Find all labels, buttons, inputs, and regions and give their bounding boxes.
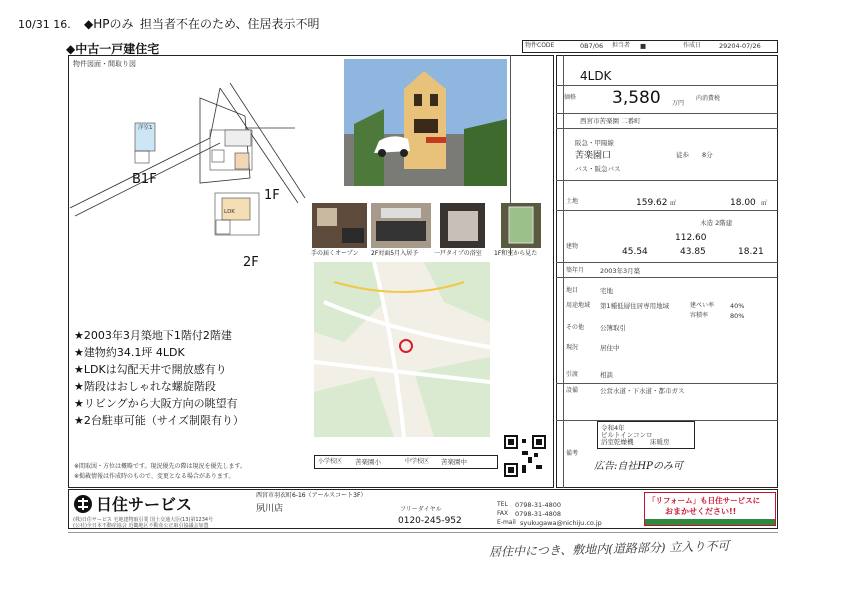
land-note-unit: ㎡ <box>761 200 768 207</box>
bldg-1f: 43.85 <box>680 247 706 257</box>
row-label: 建ぺい率 <box>690 302 715 309</box>
price-label: 価格 <box>564 94 577 101</box>
plan-ldk-label: LDK <box>224 209 235 215</box>
interior-photo-2 <box>371 203 431 248</box>
tax-label: 内消費税 <box>696 95 721 102</box>
company-address: 西宮市羽衣町6-16（アールスコート3F） <box>256 492 367 499</box>
equip-item: ビルトインコンロ <box>601 431 653 439</box>
row-label: その他 <box>566 324 585 331</box>
tel-number: 0798-31-4800 <box>515 501 562 509</box>
note-line: ※間取図・方位は概略です。現況優先の際は現況を優先します。 <box>74 463 247 470</box>
page-title: ◆中古一戸建住宅 <box>66 42 160 56</box>
bldg-2f: 18.21 <box>738 247 764 257</box>
row-label: 現況 <box>566 344 579 351</box>
bldg-b1: 45.54 <box>622 247 648 257</box>
tel-label: TEL <box>497 501 508 508</box>
company-name: 日住サービス <box>96 495 193 514</box>
row-value: 宅地 <box>600 287 613 295</box>
staff-label: 担当者 <box>612 42 631 49</box>
free-dial-label: フリーダイヤル <box>400 506 442 513</box>
land-area-unit: ㎡ <box>670 200 677 207</box>
transport-station: 苦楽園口 <box>575 151 612 161</box>
transport-line: 阪急・甲陽線 <box>575 139 614 147</box>
plan-room1-label: 洋室1 <box>138 125 153 131</box>
photo-caption-1: 手の届くオープン <box>311 250 359 257</box>
row-value: 80% <box>730 312 745 320</box>
company-association: (公社)全日本不動産協会 近畿地区不動産公正取引協議会加盟 <box>73 523 209 529</box>
note-line: ※掲載情報は作成時のもので、変更となる場合があります。 <box>74 473 235 480</box>
header-note-staff: 担当者不在のため、住居表示不明 <box>140 17 320 31</box>
row-value: 公簿取引 <box>600 324 626 332</box>
spec-type: 4LDK <box>580 69 612 83</box>
feature-item: ★2台駐車可能（サイズ制限有り） <box>74 414 244 427</box>
row-value: 相談 <box>600 371 613 379</box>
row-label: 引渡 <box>566 371 579 378</box>
equip-item: 令和4年 <box>601 424 625 432</box>
transport-bus: バス・阪急バス <box>575 165 621 173</box>
email-address: syukugawa@nichiju.co.jp <box>520 519 602 527</box>
row-label: 用途地域 <box>566 302 591 309</box>
interior-photo-3 <box>440 203 485 248</box>
row-label: 設備 <box>566 387 579 394</box>
interior-photo-1 <box>312 203 367 248</box>
feature-item: ★階段はおしゃれな螺旋階段 <box>74 380 216 393</box>
remark-label: 備考 <box>566 450 579 457</box>
free-dial-number: 0120-245-952 <box>398 516 462 526</box>
row-value: 第1種低層住居専用地域 <box>600 302 670 310</box>
reform-ad-line2: おまかせください!! <box>665 507 737 516</box>
date-value: 29204-07/26 <box>719 42 761 50</box>
reform-ad-line1: 「リフォーム」も日住サービスに <box>648 496 761 505</box>
feature-item: ★LDKは勾配天井で開放感有り <box>74 363 227 376</box>
built-value: 2003年3月築 <box>600 267 641 275</box>
floor-plan-drawing <box>70 68 310 258</box>
plan-1f-label: 1F <box>264 188 280 203</box>
fax-label: FAX <box>497 510 509 517</box>
bldg-label: 建物 <box>566 243 579 250</box>
plan-b1f-label: B1F <box>132 172 157 187</box>
plan-label: 物件図面・間取り図 <box>73 60 136 68</box>
email-label: E-mail <box>497 519 516 526</box>
bldg-struct: 木造 2階建 <box>700 219 733 227</box>
price-unit: 万円 <box>672 100 685 107</box>
photo-caption-4: 1F和室から見た <box>494 250 538 257</box>
date-label: 作成日 <box>683 42 702 49</box>
house-exterior-photo <box>344 59 507 186</box>
row-value: 居住中 <box>600 344 620 352</box>
plan-2f-label: 2F <box>243 255 259 270</box>
mid-school-value: 苦楽園中 <box>441 458 467 466</box>
fax-number: 0798-31-4808 <box>515 510 562 518</box>
transport-min: 8分 <box>702 151 713 159</box>
bottom-divider <box>68 532 778 533</box>
elem-school-value: 苦楽園小 <box>355 458 381 466</box>
transport-walk: 徒歩 <box>676 151 689 159</box>
row-value: 40% <box>730 302 745 310</box>
company-license: (株)日住サービス 宅地建物取引業 国土交通大臣(13)第1234号 <box>73 517 214 523</box>
header-date: 10/31 16. <box>18 18 71 31</box>
logo-mark-icon <box>73 494 93 514</box>
land-label: 土地 <box>566 198 579 205</box>
row-value: 公営水道・下水道・都市ガス <box>600 387 685 395</box>
feature-item: ★2003年3月築地下1階付2階建 <box>74 329 232 342</box>
location-map <box>314 262 490 437</box>
equip-item: 浴室乾燥機 <box>601 438 634 446</box>
remark-handwritten: 広告:自社HPのみ可 <box>594 461 683 472</box>
staff-value: ■ <box>640 42 647 50</box>
row-label: 容積率 <box>690 312 709 319</box>
built-label: 築年月 <box>566 267 585 274</box>
interior-photo-4 <box>501 203 541 248</box>
bldg-total: 112.60 <box>675 233 707 243</box>
header-note-hp: ◆HPのみ <box>84 17 134 31</box>
row-label: 地目 <box>566 287 579 294</box>
code-label: 物件CODE <box>525 42 555 49</box>
qr-code <box>504 435 546 477</box>
feature-item: ★建物約34.1坪 4LDK <box>74 346 185 359</box>
mid-school-label: 中学校区 <box>405 458 430 465</box>
code-value: 0B7/06 <box>580 42 604 50</box>
feature-item: ★リビングから大阪方向の眺望有 <box>74 397 238 410</box>
land-area: 159.62 <box>636 198 668 208</box>
elem-school-label: 小学校区 <box>318 458 343 465</box>
company-branch: 夙川店 <box>256 504 284 514</box>
reform-ad-banner <box>644 492 776 526</box>
equip-item: 床暖房 <box>650 438 670 446</box>
land-note: 18.00 <box>730 198 756 208</box>
reform-ad-strip <box>645 519 775 525</box>
photo-caption-3: 一戸タイプの浴室 <box>434 250 482 257</box>
photo-caption-2: 2F対面5月入居予 <box>371 250 419 257</box>
handwritten-note: 居住中につき、敷地内(道路部分) 立入り不可 <box>488 538 730 560</box>
company-logo <box>73 492 192 515</box>
spec-price: 3,580 <box>612 88 661 108</box>
spec-location: 西宮市苦楽園 二番町 <box>580 117 641 125</box>
